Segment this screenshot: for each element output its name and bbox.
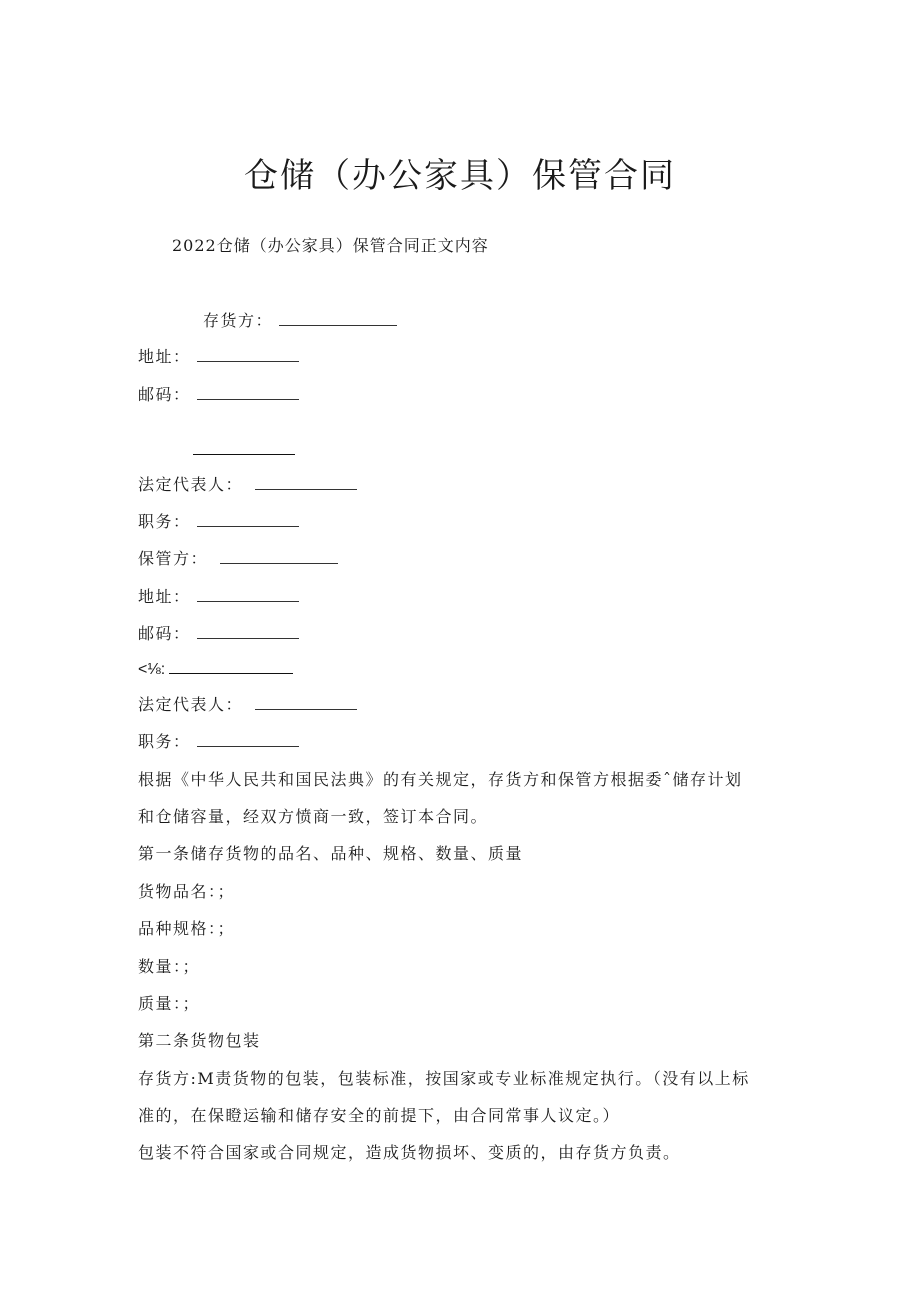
- custodian-address-field: [138, 586, 299, 608]
- depositor-postcode-field: [138, 384, 299, 406]
- depositor-legal-rep-blank[interactable]: [255, 475, 357, 490]
- depositor-position-label: 职务：: [138, 512, 191, 531]
- article-2-heading: 第二条货物包装: [138, 1031, 261, 1050]
- depositor-party-field: [203, 310, 397, 332]
- goods-quality-item: 质量：；: [138, 994, 201, 1013]
- article-1-heading: 第一条储存货物的品名、品种、规格、数量、质量: [138, 844, 524, 863]
- custodian-address-label: 地址：: [138, 587, 191, 606]
- document-subtitle: 2022仓储（办公家具）保管合同正文内容: [172, 236, 489, 255]
- custodian-postcode-blank[interactable]: [197, 624, 299, 639]
- depositor-postcode-blank[interactable]: [197, 385, 299, 400]
- depositor-party-label: 存货方：: [203, 311, 274, 330]
- depositor-position-blank[interactable]: [197, 512, 299, 527]
- custodian-legal-rep-blank[interactable]: [255, 695, 357, 710]
- depositor-address-blank[interactable]: [197, 347, 299, 362]
- depositor-position-field: [138, 511, 299, 533]
- depositor-legal-rep-label: 法定代表人：: [138, 475, 244, 494]
- custodian-party-label: 保管方：: [138, 549, 209, 568]
- goods-spec-item: 品种规格：；: [138, 919, 236, 938]
- custodian-position-label: 职务：: [138, 732, 191, 751]
- depositor-party-blank[interactable]: [279, 311, 397, 326]
- custodian-postcode-field: [138, 623, 299, 645]
- goods-quantity-item: 数量：；: [138, 957, 201, 976]
- packaging-line-2: 准的，在保瞪运输和储存安全的前提下，由合同常事人议定。）: [138, 1106, 621, 1125]
- custodian-party-field: [138, 548, 338, 570]
- depositor-extra-blank[interactable]: [193, 454, 295, 455]
- depositor-postcode-label: 邮码：: [138, 385, 191, 404]
- custodian-postcode-label: 邮码：: [138, 624, 191, 643]
- depositor-address-label: 地址：: [138, 347, 191, 366]
- packaging-line-1: 存货方:M责货物的包装，包装标准，按国家或专业标准规定执行。（没有以上标: [138, 1069, 750, 1088]
- packaging-line-3: 包装不符合国家或合同规定，造成货物损坏、变质的，由存货方负责。: [138, 1143, 681, 1162]
- depositor-address-field: [138, 346, 299, 368]
- custodian-legal-rep-label: 法定代表人：: [138, 695, 244, 714]
- document-title: 仓储（办公家具）保管合同: [244, 156, 676, 196]
- custodian-garbled-field: [138, 659, 293, 681]
- preamble-line-2: 和仓储容量，经双方愤商一致，签订本合同。: [138, 807, 489, 826]
- custodian-garbled-label: <⅛:: [138, 661, 166, 678]
- custodian-legal-rep-field: [138, 694, 357, 716]
- custodian-garbled-blank[interactable]: [169, 659, 293, 674]
- custodian-position-blank[interactable]: [197, 732, 299, 747]
- custodian-position-field: [138, 731, 299, 753]
- custodian-party-blank[interactable]: [220, 549, 338, 564]
- custodian-address-blank[interactable]: [197, 587, 299, 602]
- preamble-line-1: 根据《中华人民共和国民法典》的有关规定，存货方和保管方根据委ˆ储存计划: [138, 770, 743, 789]
- goods-name-item: 货物品名：；: [138, 882, 236, 901]
- depositor-legal-rep-field: [138, 474, 357, 496]
